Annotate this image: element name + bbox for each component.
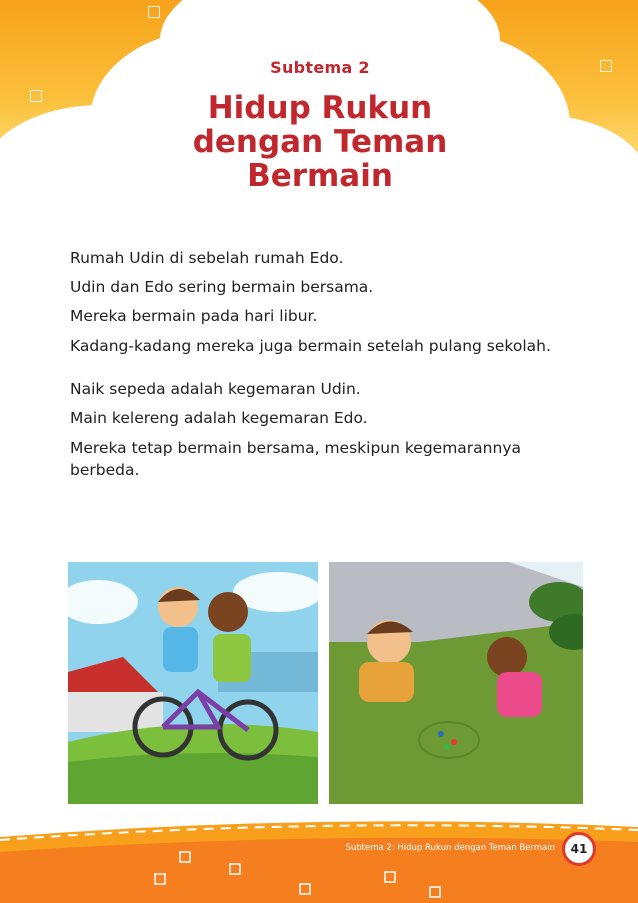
paragraph: Udin dan Edo sering bermain bersama.: [70, 278, 374, 296]
subtema-label: Subtema 2: [270, 58, 370, 77]
chapter-header: [150, 58, 490, 193]
footer-caption: Subtema 2: Hidup Rukun dengan Teman Bermain: [345, 843, 555, 853]
chapter-title: [150, 91, 490, 193]
title-line: Bermain: [247, 158, 393, 194]
paragraph: Mereka bermain pada hari libur.: [70, 307, 318, 325]
paragraph: Naik sepeda adalah kegemaran Udin.: [70, 380, 361, 398]
page-number: 41: [562, 832, 596, 866]
title-line: dengan Teman: [192, 124, 448, 160]
paragraph: Main kelereng adalah kegemaran Edo.: [70, 409, 368, 427]
bicycle-illustration: [68, 562, 318, 804]
story-text: [70, 244, 570, 481]
marbles-illustration: [329, 562, 583, 804]
paragraph: Rumah Udin di sebelah rumah Edo.: [70, 249, 344, 267]
paragraph: Mereka tetap bermain bersama, meskipun kegemarannya berbeda.: [70, 439, 521, 479]
footer-band: [0, 812, 638, 903]
title-line: Hidup Rukun: [207, 90, 433, 126]
paragraph: Kadang-kadang mereka juga bermain setelah pulang sekolah.: [70, 337, 551, 355]
